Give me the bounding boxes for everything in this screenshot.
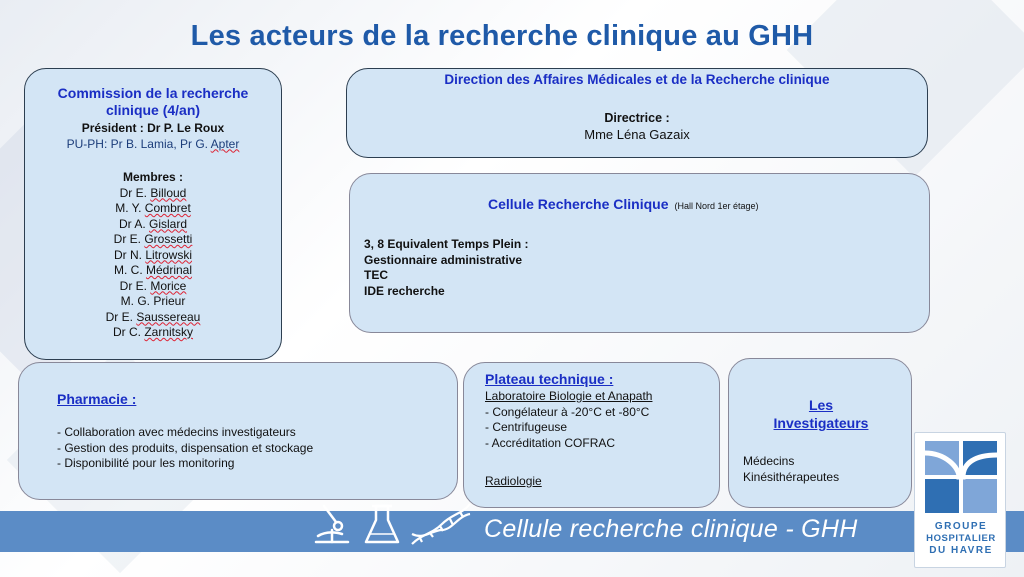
member-name: Litrowski — [145, 247, 193, 262]
direction-box — [346, 68, 928, 158]
investigateurs-line: Médecins — [743, 454, 795, 468]
plateau-line: - Congélateur à -20°C et -80°C — [485, 404, 650, 419]
direction-heading: Direction des Affaires Médicales et de la Recherche clinique — [444, 72, 830, 87]
investigateurs-lines — [743, 454, 839, 485]
member-name: Billoud — [150, 185, 187, 200]
ghh-logo — [914, 432, 1006, 568]
member-name: Grossetti — [144, 232, 193, 246]
member-item — [25, 186, 281, 202]
member-prefix: Dr N. — [113, 247, 146, 262]
footer-text: Cellule recherche clinique - GHH — [484, 515, 858, 543]
logo-line1: GROUPE — [934, 521, 988, 532]
microscope-icon — [316, 506, 348, 542]
member-item — [25, 232, 281, 248]
cellule-line: IDE recherche — [364, 283, 445, 298]
cellule-line: 3, 8 Equivalent Temps Plein : — [364, 237, 529, 251]
commission-president: Président : Dr P. Le Roux — [81, 121, 225, 135]
member-prefix: Dr E. — [113, 232, 145, 246]
cellule-box — [349, 173, 930, 333]
direction-name: Mme Léna Gazaix — [584, 127, 690, 142]
flask-icon — [366, 506, 398, 542]
member-prefix: Dr A. — [118, 216, 149, 231]
commission-box — [24, 68, 282, 360]
cellule-heading-row — [488, 196, 759, 212]
cellule-line: Gestionnaire administrative — [364, 252, 523, 267]
member-name: Médrinal — [145, 263, 193, 277]
member-item — [25, 248, 281, 264]
plateau-box — [463, 362, 720, 508]
cellule-line: TEC — [364, 268, 388, 282]
cellule-lines — [364, 237, 529, 299]
commission-heading-line2: clinique (4/an) — [105, 102, 201, 118]
member-name: Zarnitsky — [144, 325, 194, 339]
member-item — [25, 279, 281, 295]
member-prefix: Dr C. — [112, 325, 145, 339]
member-name: Prieur — [153, 294, 186, 308]
member-name: Saussereau — [136, 309, 201, 324]
logo-emblem-icon — [915, 433, 1007, 519]
logo-line3: DU HAVRE — [929, 545, 993, 556]
member-name: Combret — [144, 201, 191, 215]
member-name: Morice — [150, 278, 187, 293]
plateau-radiologie: Radiologie — [485, 474, 542, 488]
members-list — [25, 186, 281, 341]
dna-icon — [412, 504, 470, 544]
cellule-location: (Hall Nord 1er étage) — [674, 201, 759, 211]
members-title: Membres : — [122, 170, 184, 184]
pharmacie-line: - Gestion des produits, dispensation et stockage — [57, 440, 314, 455]
member-item — [25, 294, 281, 310]
plateau-heading: Plateau technique : — [485, 371, 614, 387]
member-item — [25, 325, 281, 341]
plateau-line: - Accréditation COFRAC — [485, 435, 616, 450]
member-item — [25, 310, 281, 326]
member-prefix: M. Y. — [115, 201, 145, 215]
plateau-lines — [485, 389, 652, 451]
member-prefix: Dr E. — [105, 309, 137, 324]
investigateurs-heading-line1: Les — [808, 397, 834, 413]
investigateurs-heading — [729, 396, 913, 432]
cellule-heading: Cellule Recherche Clinique — [488, 196, 669, 212]
member-prefix: M. G. — [120, 294, 154, 308]
pupu-prefix: PU-PH: Pr B. Lamia, Pr G. — [66, 136, 211, 151]
pharmacie-box — [18, 362, 458, 500]
plateau-line: - Centrifugeuse — [485, 420, 568, 434]
member-item — [25, 217, 281, 233]
investigateurs-line: Kinésithérapeutes — [743, 469, 840, 484]
pupu-last: Apter — [210, 136, 240, 151]
commission-heading-line1: Commission de la recherche — [57, 85, 249, 101]
pharmacie-line: - Disponibilité pour les monitoring — [57, 456, 235, 470]
member-prefix: Dr E. — [119, 185, 151, 200]
plateau-lab: Laboratoire Biologie et Anapath — [485, 389, 653, 403]
pharmacie-heading: Pharmacie : — [57, 391, 137, 407]
direction-role: Directrice : — [604, 111, 670, 125]
commission-pupu — [25, 137, 281, 153]
footer-icons — [312, 500, 472, 548]
slide-title: Les acteurs de la recherche clinique au GHH — [190, 20, 814, 52]
investigateurs-box — [728, 358, 912, 508]
logo-line2: HOSPITALIER — [926, 533, 996, 544]
member-name: Gislard — [149, 216, 188, 231]
investigateurs-heading-line2: Investigateurs — [773, 415, 869, 431]
pharmacie-lines — [57, 425, 313, 472]
member-item — [25, 201, 281, 217]
member-prefix: M. C. — [113, 263, 146, 277]
member-prefix: Dr E. — [119, 278, 151, 293]
pharmacie-line: - Collaboration avec médecins investigateurs — [57, 425, 296, 439]
member-item — [25, 263, 281, 279]
